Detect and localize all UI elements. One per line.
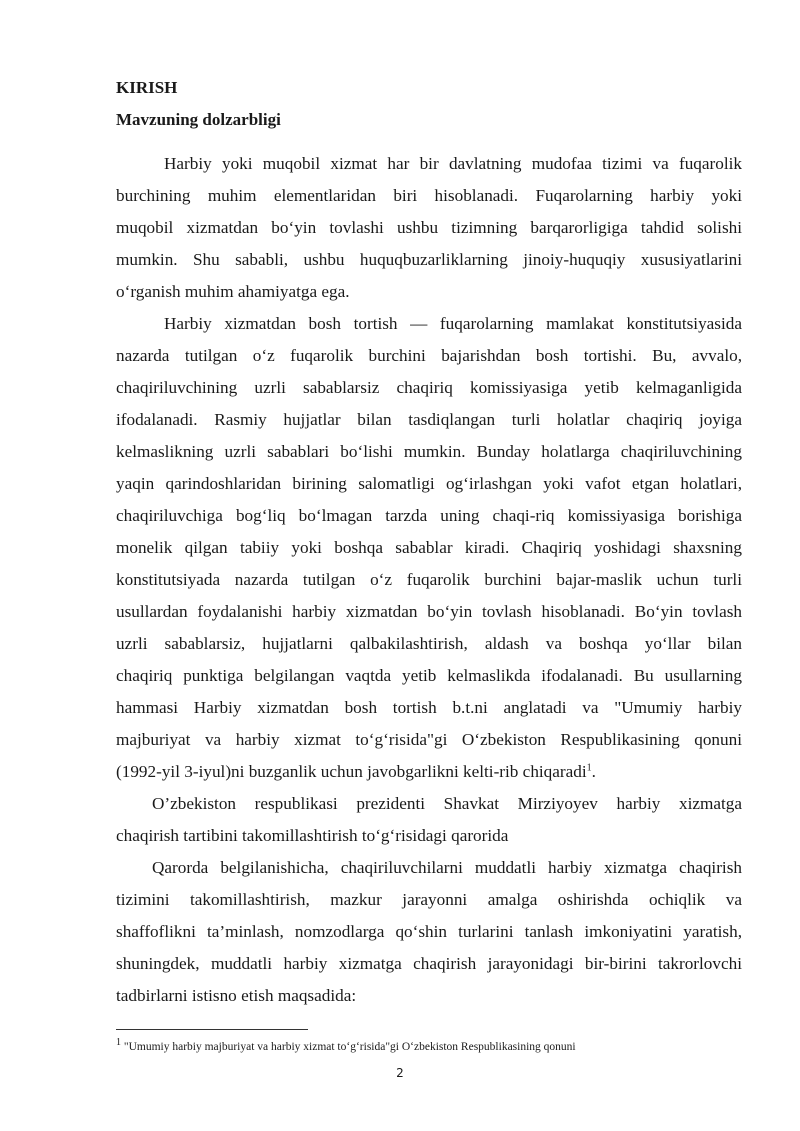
footnote-number: 1 bbox=[116, 1037, 121, 1049]
paragraph-line: hammasi Harbiy xizmatdan bosh tortish b.t.ni anglatadi va "Umumiy harbiy bbox=[116, 698, 742, 717]
paragraph-line: shuningdek, muddatli harbiy xizmatga chaqirish jarayonidagi bir-birini takrorlovchi bbox=[116, 954, 742, 973]
paragraph-line: tadbirlarni istisno etish maqsadida: bbox=[116, 986, 357, 1005]
footnote-separator bbox=[116, 1029, 308, 1030]
paragraph-line: chaqirish tartibini takomillashtirish to‘g‘risidagi qarorida bbox=[116, 826, 509, 845]
paragraph-line: (1992-yil 3-iyul)ni buzganlik uchun javobgarlikni kelti-rib chiqaradi$^1$. bbox=[116, 762, 596, 781]
footnote bbox=[116, 1037, 576, 1054]
paragraph-line: kelmaslikning uzrli sabablari bo‘lishi mumkin. Bunday holatlarga chaqiriluvchining bbox=[116, 442, 742, 461]
paragraph-line-text: (1992-yil 3-iyul)ni buzganlik uchun javobgarlikni kelti-rib chiqaradi bbox=[116, 762, 587, 781]
section-heading: KIRISH bbox=[116, 78, 178, 97]
paragraph-line: mumkin. Shu sababli, ushbu huquqbuzarliklarning jinoiy-huquqiy xususiyatlarini bbox=[116, 250, 742, 269]
paragraph-line: Qarorda belgilanishicha, chaqiriluvchilarni muddatli harbiy xizmatga chaqirish bbox=[152, 858, 742, 877]
section-subheading: Mavzuning dolzarbligi bbox=[116, 110, 281, 129]
paragraph-line: muqobil xizmatdan bo‘yin tovlashi ushbu tizimning barqarorligiga tahdid solishi bbox=[116, 218, 742, 237]
paragraph-line: Harbiy xizmatdan bosh tortish — fuqarolarning mamlakat konstitutsiyasida bbox=[164, 314, 742, 333]
paragraph-line: shaffoflikni ta’minlash, nomzodlarga qo‘shin turlarini tanlash imkoniyatini yaratish, bbox=[116, 922, 742, 941]
paragraph-line: ifodalanadi. Rasmiy hujjatlar bilan tasdiqlangan turli holatlar chaqiriq joyiga bbox=[116, 410, 742, 429]
paragraph-line: o‘rganish muhim ahamiyatga ega. bbox=[116, 282, 350, 301]
paragraph-line: majburiyat va harbiy xizmat to‘g‘risida"gi O‘zbekiston Respublikasining qonuni bbox=[116, 730, 742, 749]
paragraph-line: burchining muhim elementlaridan biri hisoblanadi. Fuqarolarning harbiy yoki bbox=[116, 186, 742, 205]
paragraph-line: Harbiy yoki muqobil xizmat har bir davlatning mudofaa tizimi va fuqarolik bbox=[164, 154, 742, 173]
paragraph-line: konstitutsiyada nazarda tutilgan o‘z fuqarolik burchini bajar-maslik uchun turli bbox=[116, 570, 742, 589]
paragraph-line: nazarda tutilgan o‘z fuqarolik burchini bajarishdan bosh tortishi. Bu, avvalo, bbox=[116, 346, 742, 365]
paragraph-line: monelik qilgan tabiiy yoki boshqa sabablar kiradi. Chaqiriq yoshidagi shaxsning bbox=[116, 538, 742, 557]
paragraph-line: yaqin qarindoshlaridan birining salomatligi og‘irlashgan yoki vafot etgan holatlari, bbox=[116, 474, 742, 493]
paragraph-line: tizimini takomillashtirish, mazkur jarayonni amalga oshirishda ochiqlik va bbox=[116, 890, 742, 909]
paragraph-line: chaqiriluvchining uzrli sabablarsiz chaqiriq komissiyasiga yetib kelmaganligida bbox=[116, 378, 742, 397]
page-number: 2 bbox=[396, 1066, 404, 1080]
paragraph-line: chaqiriq punktiga belgilangan vaqtda yetib kelmaslikda ifodalanadi. Bu usullarning bbox=[116, 666, 742, 685]
paragraph-line: usullardan foydalanishi harbiy xizmatdan bo‘yin tovlash hisoblanadi. Bo‘yin tovlash bbox=[116, 602, 742, 621]
paragraph-line: chaqiriluvchiga bog‘liq bo‘lmagan tarzda uning chaqi-riq komissiyasiga borishiga bbox=[116, 506, 742, 525]
paragraph-line: uzrli sabablarsiz, hujjatlarni qalbakilashtirish, aldash va boshqa yo‘llar bilan bbox=[116, 634, 742, 653]
paragraph-line: O’zbekiston respublikasi prezidenti Shavkat Mirziyoyev harbiy xizmatga bbox=[152, 794, 742, 813]
footnote-text: "Umumiy harbiy majburiyat va harbiy xizmat to‘g‘risida"gi O‘zbekiston Respublikasining qonuni bbox=[121, 1041, 576, 1053]
footnote-reference: 1 bbox=[586, 762, 592, 774]
